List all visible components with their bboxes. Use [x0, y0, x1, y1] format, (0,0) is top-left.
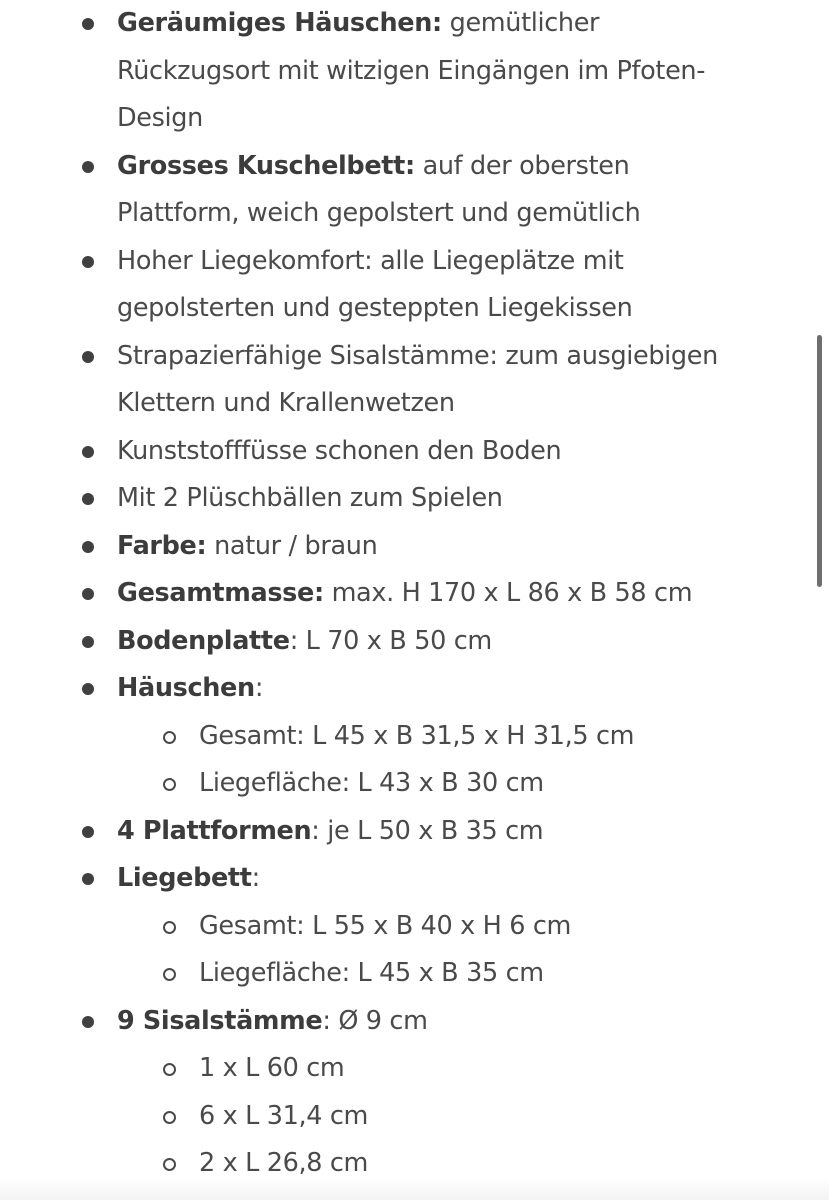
list-item-text: Mit 2 Plüschbällen zum Spielen [117, 483, 503, 513]
list-item-line [0, 285, 829, 333]
list-item-heading: 9 Sisalstämme [117, 1005, 323, 1036]
list-item-text: auf der obersten [414, 150, 630, 181]
list-item [0, 998, 829, 1188]
sub-list [0, 713, 829, 808]
sub-list [0, 903, 829, 998]
list-item [0, 523, 829, 571]
list-item-heading: Liegebett [117, 863, 252, 893]
bullet-icon [82, 18, 94, 30]
list-item-line [0, 618, 829, 666]
list-item-heading: Grosses Kuschelbett: [117, 150, 415, 181]
list-item-text: : [254, 673, 264, 703]
list-item [0, 808, 829, 856]
list-item [0, 428, 829, 476]
bullet-icon [82, 873, 94, 885]
list-item-heading: Häuschen [117, 673, 255, 703]
list-item-line [0, 475, 829, 523]
list-item-line [0, 48, 829, 96]
list-item [0, 143, 829, 238]
list-item [0, 570, 829, 618]
bullet-icon [82, 636, 94, 648]
sub-list-item-text: Liegefläche: L 43 x B 30 cm [199, 768, 544, 798]
list-item-text: : L 70 x B 50 cm [289, 625, 492, 656]
list-item-line [0, 190, 829, 238]
list-item-text: Strapazierfähige Sisalstämme: zum ausgiebigen [117, 340, 718, 371]
bullet-icon [82, 541, 94, 553]
list-item-text: : [251, 863, 260, 893]
sub-list-item-text: 2 x L 26,8 cm [199, 1148, 369, 1178]
list-item-text: Design [117, 103, 203, 133]
circle-bullet-icon [163, 778, 176, 791]
sub-list-item [0, 760, 829, 808]
list-item-heading: Farbe: [117, 530, 207, 561]
list-item-line [0, 0, 829, 48]
bullet-icon [82, 256, 94, 268]
list-item-line [0, 998, 829, 1046]
list-item [0, 333, 829, 428]
list-item-line [0, 380, 829, 428]
list-item-line [0, 570, 829, 618]
circle-bullet-icon [163, 921, 176, 934]
scrollbar[interactable] [817, 335, 822, 587]
list-item-line [0, 855, 829, 903]
list-item-text: Rückzugsort mit witzigen Eingängen im Pfoten- [117, 55, 706, 86]
list-item [0, 855, 829, 998]
sub-list-item [0, 1093, 829, 1141]
circle-bullet-icon [163, 968, 176, 981]
sub-list-item-text: Liegefläche: L 45 x B 35 cm [199, 958, 544, 988]
list-item-line [0, 238, 829, 286]
bullet-icon [82, 683, 94, 695]
bullet-icon [82, 588, 94, 600]
bullet-icon [82, 351, 94, 363]
sub-list-item-text: 1 x L 60 cm [199, 1053, 345, 1083]
list-item-line [0, 523, 829, 571]
bullet-icon [82, 493, 94, 505]
bullet-icon [82, 1016, 94, 1028]
list-item [0, 0, 829, 143]
list-item [0, 475, 829, 523]
bullet-icon [82, 826, 94, 838]
list-item-line [0, 665, 829, 713]
sub-list-item [0, 950, 829, 998]
list-item-text: Plattform, weich gepolstert und gemütlich [117, 198, 641, 228]
list-item-text: : Ø 9 cm [322, 1005, 428, 1036]
sub-list-item-text: 6 x L 31,4 cm [199, 1100, 369, 1131]
list-item-heading: Geräumiges Häuschen: [117, 8, 442, 38]
list-item-line [0, 333, 829, 381]
bottom-edge-shadow [0, 1178, 829, 1200]
bullet-icon [82, 446, 94, 458]
circle-bullet-icon [163, 1158, 176, 1171]
bullet-icon [82, 161, 94, 173]
list-item-text: max. H 170 x L 86 x B 58 cm [323, 578, 693, 608]
circle-bullet-icon [163, 1111, 176, 1124]
sub-list-item [0, 903, 829, 951]
circle-bullet-icon [163, 1063, 176, 1076]
list-item-text: : je L 50 x B 35 cm [311, 815, 544, 846]
list-item [0, 238, 829, 333]
sub-list [0, 1045, 829, 1188]
list-item-text: natur / braun [206, 530, 378, 561]
sub-list-item-text: Gesamt: L 55 x B 40 x H 6 cm [199, 910, 571, 941]
sub-list-item-text: Gesamt: L 45 x B 31,5 x H 31,5 cm [199, 720, 635, 751]
list-item-line [0, 428, 829, 476]
list-item-text: Klettern und Krallenwetzen [117, 388, 455, 418]
list-item-heading: Bodenplatte [117, 625, 290, 656]
list-item-text: gemütlicher [441, 8, 600, 38]
sub-list-item [0, 1045, 829, 1093]
list-item-line [0, 95, 829, 143]
circle-bullet-icon [163, 731, 176, 744]
list-item-line [0, 808, 829, 856]
list-item [0, 618, 829, 666]
list-item-text: gepolsterten und gesteppten Liegekissen [117, 293, 633, 323]
list-item-heading: Gesamtmasse: [117, 578, 324, 608]
sub-list-item [0, 713, 829, 761]
list-item [0, 665, 829, 808]
list-item-line [0, 143, 829, 191]
list-item-heading: 4 Plattformen [117, 815, 312, 846]
list-item-text: Hoher Liegekomfort: alle Liegeplätze mit [117, 245, 624, 276]
list-item-text: Kunststofffüsse schonen den Boden [117, 435, 562, 466]
